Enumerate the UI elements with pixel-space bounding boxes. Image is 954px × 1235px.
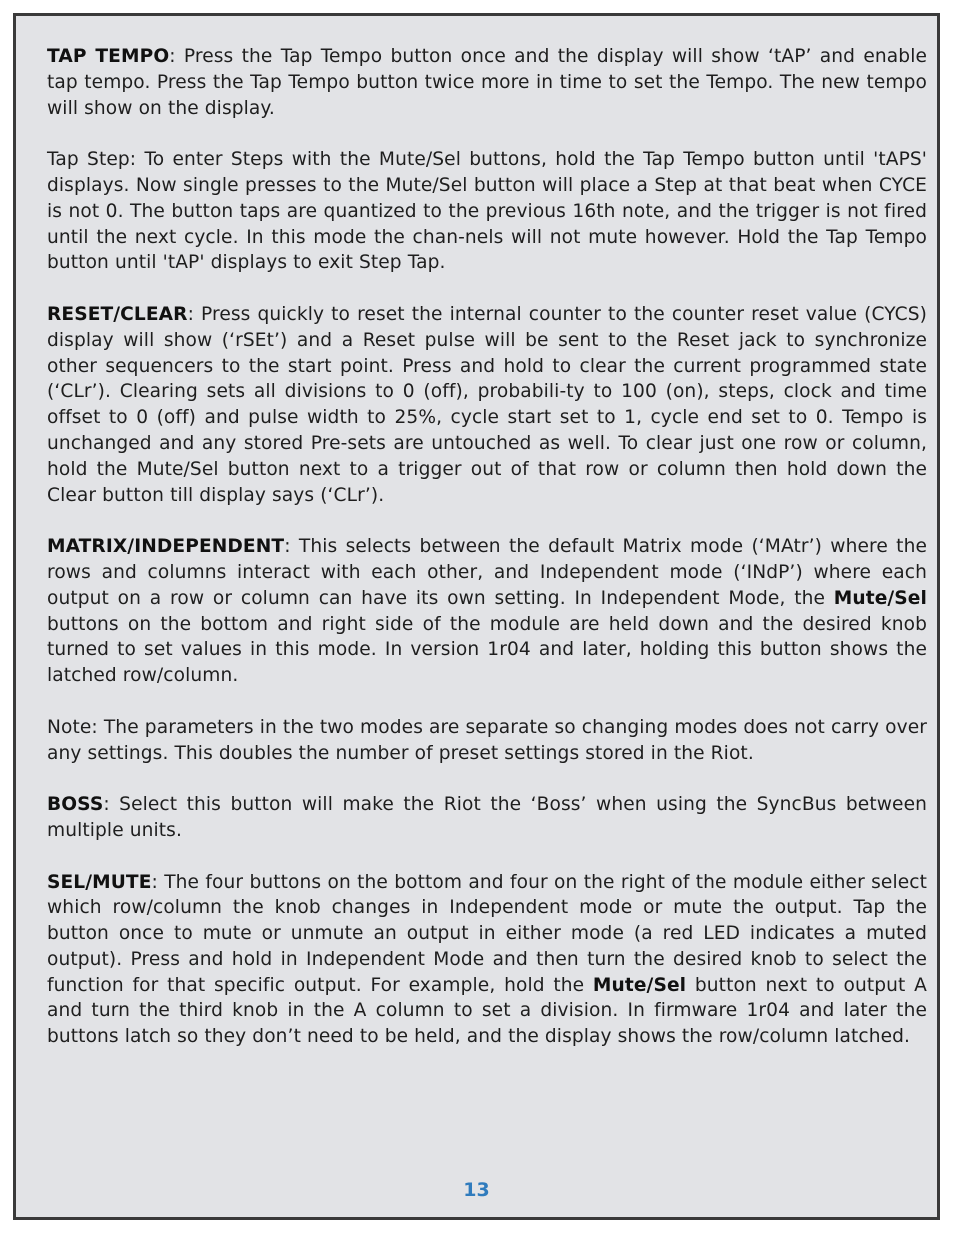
reset-clear-text: : Press quickly to reset the internal counter to the counter reset value (CYCS) display will show (‘rSEt’) and a Reset pulse will be sent to the Reset jack to synchronize other sequencers to the start point. Press and hold to clear the current programmed state (‘CLr’). Clearing sets all divisions to 0 (off), probabili-ty to 100 (on), steps, clock and time offset to 0 (off) and pulse width to 25%, cycle start set to 1, cycle end set to 0. Tempo is unchanged and any stored Pre-sets are untouched as well. To clear just one row or column, hold the Mute/Sel button next to a trigger out of that row or column then hold down the Clear button till display says (‘CLr’). <box>47 303 927 506</box>
matrix-independent-text-1: : This selects between the default Matrix mode (‘MAtr’) where the rows and columns interact with each other, and Independent mode (‘INdP’) where each output on a row or column can have its own setting. In Independent Mode, the <box>47 536 927 609</box>
note-text: Note: The parameters in the two modes are separate so changing modes does not carry over any settings. This doubles the number of preset settings stored in the Riot. <box>47 716 927 764</box>
manual-body <box>47 44 927 1076</box>
matrix-independent-text-2: buttons on the bottom and right side of the module are held down and the desired knob turned to set values in this mode. In version 1r04 and later, holding this button shows the latched row/column. <box>47 613 927 687</box>
boss-paragraph <box>47 792 927 844</box>
manual-page-panel <box>13 13 940 1220</box>
matrix-independent-paragraph <box>47 534 927 689</box>
tap-tempo-text: : Press the Tap Tempo button once and the display will show ‘tAP’ and enable tap tempo. Press the Tap Tempo button twice more in time to set the Tempo. The new tempo will show on the display. <box>47 46 927 119</box>
page-number: 13 <box>463 1179 490 1201</box>
sel-mute-paragraph <box>47 870 927 1051</box>
matrix-independent-heading: MATRIX/INDEPENDENT <box>47 536 285 558</box>
boss-text: : Select this button will make the Riot the ‘Boss’ when using the SyncBus between multiple units. <box>47 794 927 841</box>
reset-clear-paragraph <box>47 302 927 508</box>
tap-tempo-heading: TAP TEMPO <box>47 46 170 67</box>
boss-heading: BOSS <box>47 794 104 816</box>
tap-step-paragraph <box>47 147 927 276</box>
sel-mute-text-1: : The four buttons on the bottom and four on the right of the module either select which row/column the knob changes in Independent mode or mute the output. Tap the button once to mute or unmute an output in either mode (a red LED indicates a muted output). Press and hold in Independent Mode and then turn the desired knob to select the function for that specific output. For example, hold the <box>47 871 927 996</box>
note-paragraph <box>47 715 927 767</box>
reset-clear-heading: RESET/CLEAR <box>47 303 188 325</box>
sel-mute-heading: SEL/MUTE <box>47 871 152 893</box>
mute-sel-emphasis: Mute/Sel <box>833 587 927 609</box>
sel-mute-text-2: button next to output A and turn the third knob in the A column to set a division. In firmware 1r04 and later the buttons latch so they don’t need to be held, and the display shows the row/column latched. <box>47 974 927 1048</box>
tap-step-text: Tap Step: To enter Steps with the Mute/Sel buttons, hold the Tap Tempo button until 'tAPS' displays. Now single presses to the Mute/Sel button will place a Step at that beat when CYCE is not 0. The button taps are quantized to the previous 16th note, and the trigger is not fired until the next cycle. In this mode the chan-nels will not mute however. Hold the Tap Tempo button until 'tAP' displays to exit Step Tap. <box>47 149 927 274</box>
tap-tempo-paragraph <box>47 44 927 121</box>
mute-sel-emphasis: Mute/Sel <box>592 974 687 996</box>
